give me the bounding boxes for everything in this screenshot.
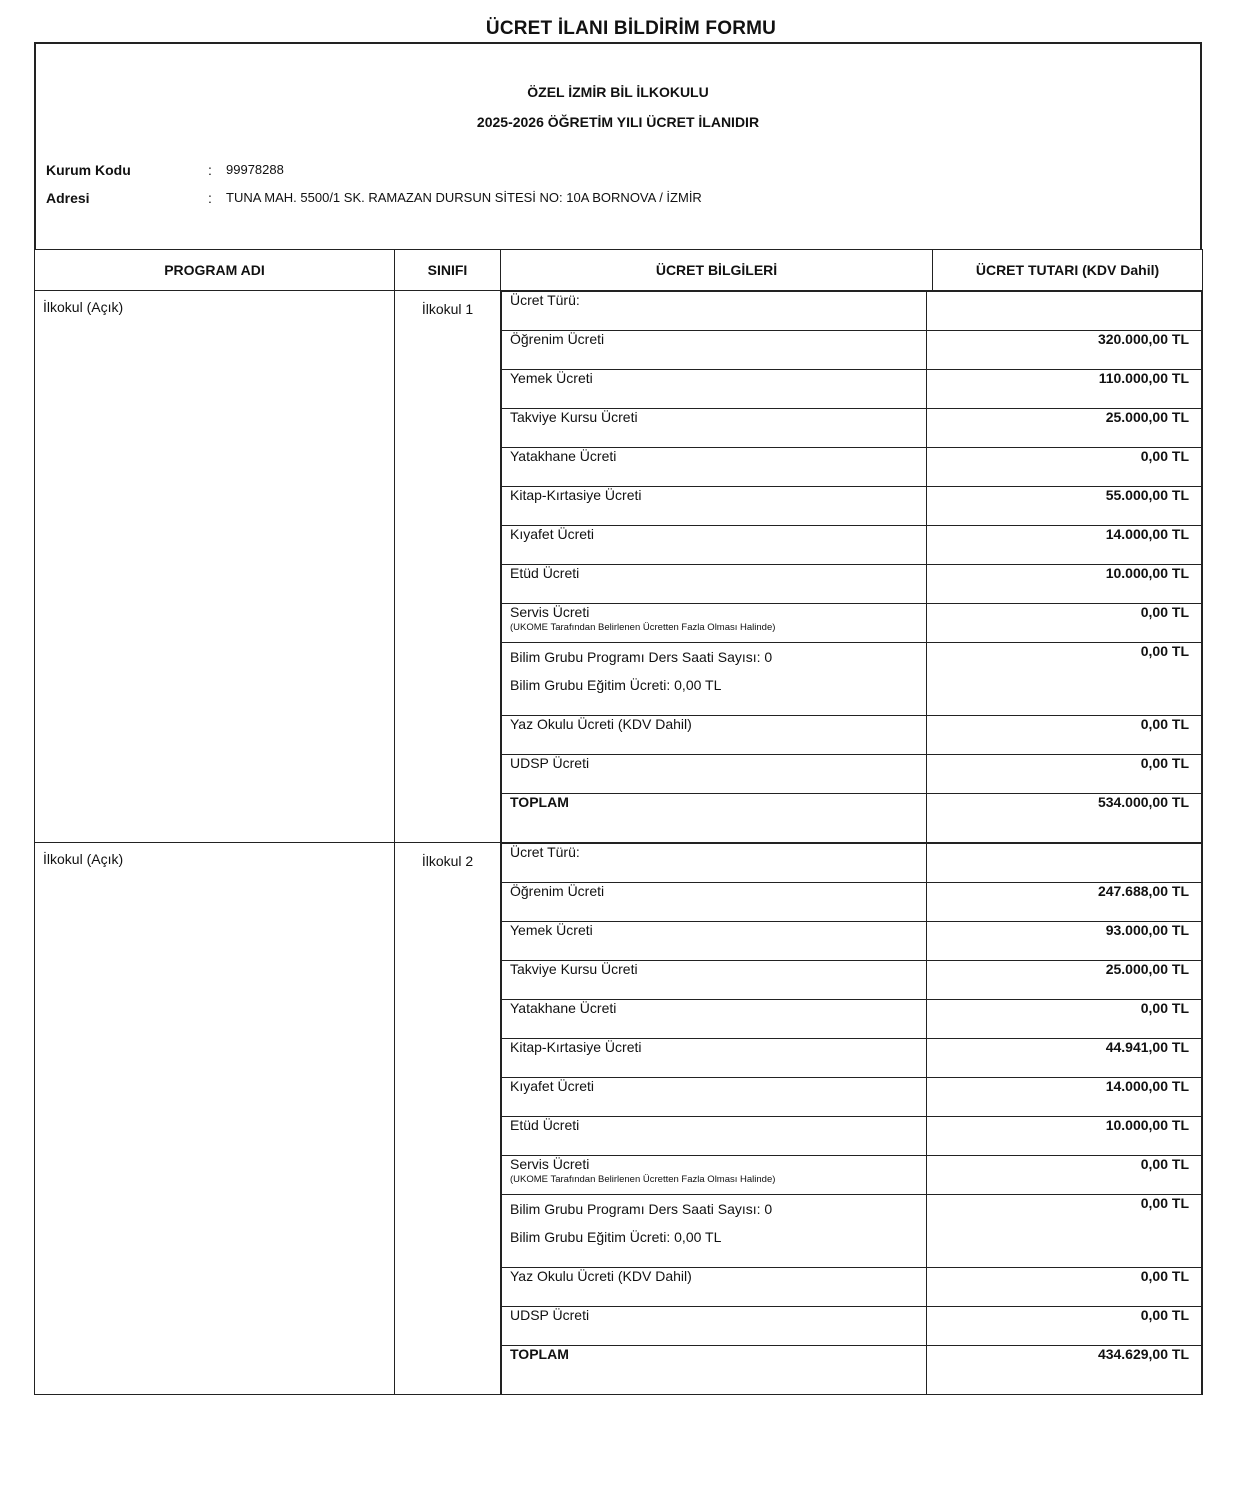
service-fee-label: Servis Ücreti: [510, 1156, 590, 1172]
fee-row: Öğrenim Ücreti 320.000,00 TL: [502, 331, 1202, 370]
fee-row: Kitap-Kırtasiye Ücreti 55.000,00 TL: [502, 487, 1202, 526]
header-program: PROGRAM ADI: [35, 250, 395, 291]
institution-code-value: 99978288: [226, 162, 284, 177]
fee-row: Yatakhane Ücreti 0,00 TL: [502, 448, 1202, 487]
science-hours: Bilim Grubu Programı Ders Saati Sayısı: 0: [510, 1201, 773, 1217]
form-title: ÜCRET İLANI BİLDİRİM FORMU: [485, 18, 777, 39]
program-name: İlkokul (Açık): [35, 843, 395, 1395]
table-header-row: [35, 250, 1203, 291]
fee-row: Kıyafet Ücreti 14.000,00 TL: [502, 526, 1202, 565]
total-row: TOPLAM 534.000,00 TL: [502, 794, 1202, 843]
fee-row: Yemek Ücreti 110.000,00 TL: [502, 370, 1202, 409]
fee-row: Kıyafet Ücreti 14.000,00 TL: [502, 1078, 1202, 1117]
fee-list: [501, 843, 1202, 1394]
fee-row: Etüd Ücreti 10.000,00 TL: [502, 1117, 1202, 1156]
fee-table: [34, 249, 1203, 1395]
fee-row: Yemek Ücreti 93.000,00 TL: [502, 922, 1202, 961]
summer-school-row: Yaz Okulu Ücreti (KDV Dahil) 0,00 TL: [502, 1268, 1202, 1307]
udsp-row: UDSP Ücreti 0,00 TL: [502, 755, 1202, 794]
header-fee-amount: ÜCRET TUTARI (KDV Dahil): [933, 250, 1203, 291]
fee-list: [501, 291, 1202, 842]
summer-school-row: Yaz Okulu Ücreti (KDV Dahil) 0,00 TL: [502, 716, 1202, 755]
fee-row: Etüd Ücreti 10.000,00 TL: [502, 565, 1202, 604]
fee-row: Ücret Türü:: [502, 844, 1202, 883]
fee-row: Öğrenim Ücreti 247.688,00 TL: [502, 883, 1202, 922]
fee-details: [501, 291, 1203, 843]
service-fee-note: (UKOME Tarafından Belirlenen Ücretten Fazla Olması Halinde): [510, 1174, 776, 1185]
science-fee: Bilim Grubu Eğitim Ücreti: 0,00 TL: [510, 1229, 722, 1245]
colon: :: [208, 162, 212, 178]
science-group-row: Bilim Grubu Programı Ders Saati Sayısı: 0 Bilim Grubu Eğitim Ücreti: 0,00 TL 0,00 TL: [502, 643, 1202, 716]
service-fee-row: Servis Ücreti (UKOME Tarafından Belirlenen Ücretten Fazla Olması Halinde) 0,00 TL: [502, 1156, 1202, 1195]
header-fee-info: ÜCRET BİLGİLERİ: [501, 250, 933, 291]
service-fee-note: (UKOME Tarafından Belirlenen Ücretten Fazla Olması Halinde): [510, 622, 776, 633]
grade-name: İlkokul 2: [395, 843, 501, 1395]
fee-row: Yatakhane Ücreti 0,00 TL: [502, 1000, 1202, 1039]
program-group: [35, 843, 1203, 1395]
science-fee: Bilim Grubu Eğitim Ücreti: 0,00 TL: [510, 677, 722, 693]
institution-code-label: Kurum Kodu: [46, 162, 131, 178]
address-row: [46, 190, 702, 206]
address-value: TUNA MAH. 5500/1 SK. RAMAZAN DURSUN SİTESİ NO: 10A BORNOVA / İZMİR: [226, 190, 702, 205]
science-hours: Bilim Grubu Programı Ders Saati Sayısı: 0: [510, 649, 773, 665]
program-group: [35, 291, 1203, 843]
institution-code-row: [46, 162, 284, 178]
service-fee-label: Servis Ücreti: [510, 604, 590, 620]
fee-row: Takviye Kursu Ücreti 25.000,00 TL: [502, 961, 1202, 1000]
program-name: İlkokul (Açık): [35, 291, 395, 843]
colon: :: [208, 190, 212, 206]
science-group-row: Bilim Grubu Programı Ders Saati Sayısı: 0 Bilim Grubu Eğitim Ücreti: 0,00 TL 0,00 TL: [502, 1195, 1202, 1268]
year-title: 2025-2026 ÖĞRETİM YILI ÜCRET İLANIDIR: [476, 114, 760, 130]
school-name: ÖZEL İZMİR BİL İLKOKULU: [527, 84, 709, 100]
total-row: TOPLAM 434.629,00 TL: [502, 1346, 1202, 1395]
fee-row: Kitap-Kırtasiye Ücreti 44.941,00 TL: [502, 1039, 1202, 1078]
fee-details: [501, 843, 1203, 1395]
fee-row: Ücret Türü:: [502, 292, 1202, 331]
institution-header: [34, 42, 1202, 250]
grade-name: İlkokul 1: [395, 291, 501, 843]
udsp-row: UDSP Ücreti 0,00 TL: [502, 1307, 1202, 1346]
fee-row: Takviye Kursu Ücreti 25.000,00 TL: [502, 409, 1202, 448]
header-grade: SINIFI: [395, 250, 501, 291]
address-label: Adresi: [46, 190, 90, 206]
service-fee-row: Servis Ücreti (UKOME Tarafından Belirlenen Ücretten Fazla Olması Halinde) 0,00 TL: [502, 604, 1202, 643]
